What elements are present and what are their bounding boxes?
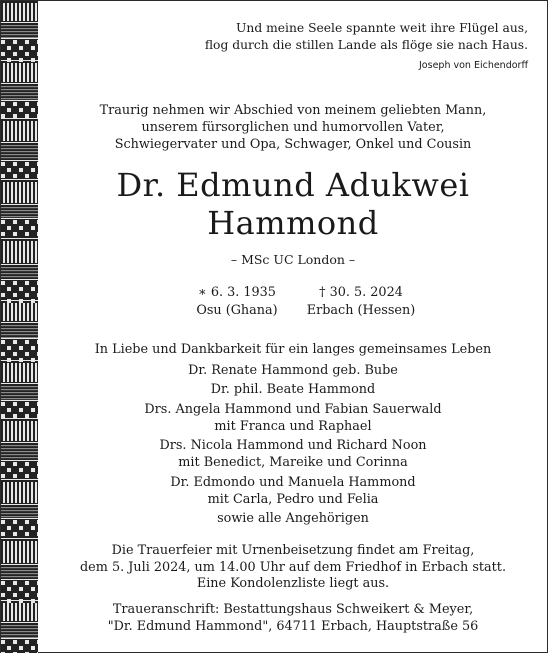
intro-line: Traurig nehmen wir Abschied von meinem geliebten Mann, (99, 103, 487, 118)
quote-line: flog durch die stillen Lande als flöge sie nach Haus. (204, 38, 528, 52)
intro-line: unserem fürsorglichen und humorvollen Vater, (141, 120, 445, 135)
death-place: Erbach (Hessen) (306, 303, 416, 318)
epigraph-quote (108, 20, 528, 74)
obituary-content (38, 0, 548, 655)
death-date: † 30. 5. 2024 (319, 285, 403, 300)
quote-line: Und meine Seele spannte weit ihre Flügel aus, (236, 21, 528, 35)
mourners-list (38, 362, 548, 528)
service-line: Eine Kondolenzliste liegt aus. (196, 576, 390, 591)
intro-line: Schwiegervater und Opa, Schwager, Onkel und Cousin (114, 137, 472, 152)
address-line: "Dr. Edmund Hammond", 64711 Erbach, Hauptstraße 56 (107, 618, 479, 634)
birth-date: ∗ 6. 3. 1935 (198, 285, 276, 300)
kente-cloth-border (1, 1, 38, 653)
mourner-line: mit Franca und Raphael (214, 418, 372, 434)
name-line-1: Dr. Edmund Adukwei (116, 166, 470, 204)
mourner-line: Drs. Nicola Hammond und Richard Noon (159, 438, 427, 454)
mourning-address (38, 602, 548, 635)
mourner-line: mit Benedict, Mareike und Corinna (178, 455, 408, 471)
quote-author: Joseph von Eichendorff (419, 60, 528, 71)
address-line: Traueranschrift: Bestattungshaus Schweikert & Meyer, (112, 602, 474, 617)
funeral-service-info (38, 543, 548, 593)
birth-block (172, 284, 302, 320)
service-line: dem 5. Juli 2024, um 14.00 Uhr auf dem Friedhof in Erbach statt. (79, 559, 507, 575)
mourner-line: sowie alle Angehörigen (217, 511, 369, 527)
name-line-2: Hammond (207, 204, 379, 242)
deceased-name (38, 166, 548, 242)
mourner-line: Dr. phil. Beate Hammond (210, 382, 376, 398)
intro-text (38, 102, 548, 153)
mourner-line: Dr. Renate Hammond geb. Bube (188, 363, 398, 378)
mourner-line: mit Carla, Pedro und Felia (207, 492, 379, 508)
mourners-intro: In Liebe und Dankbarkeit für ein langes gemeinsames Leben (94, 342, 492, 357)
service-line: Die Trauerfeier mit Urnenbeisetzung findet am Freitag, (111, 543, 475, 558)
birth-place: Osu (Ghana) (196, 303, 278, 318)
death-block (296, 284, 426, 320)
mourner-line: Drs. Angela Hammond und Fabian Sauerwald (144, 401, 442, 417)
mourner-line: Dr. Edmondo und Manuela Hammond (170, 474, 416, 490)
academic-degree: – MSc UC London – (230, 252, 356, 267)
